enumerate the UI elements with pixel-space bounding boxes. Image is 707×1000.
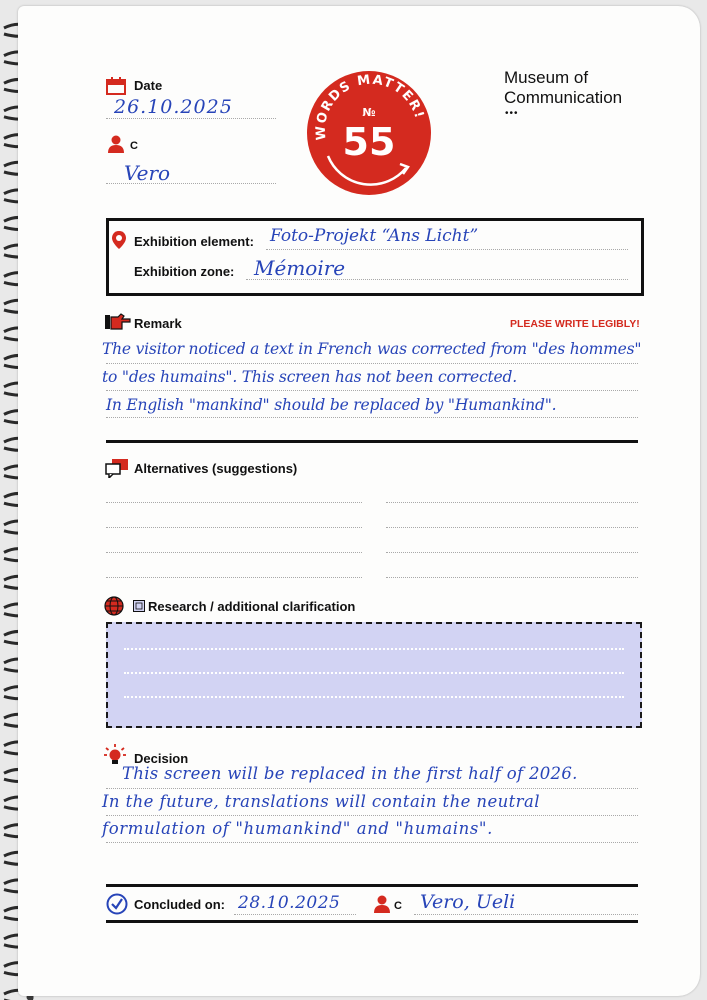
decision-text-2[interactable]: In the future, translations will contain the neutral <box>102 792 540 811</box>
museum-dots: ••• <box>505 108 519 119</box>
research-area[interactable] <box>106 622 642 728</box>
alternatives-line-r1 <box>386 502 638 503</box>
alternatives-line-l1 <box>106 502 362 503</box>
date-line <box>106 118 276 119</box>
remark-line-2 <box>106 390 638 391</box>
decision-divider <box>106 884 638 887</box>
person-value[interactable]: Vero <box>124 161 171 185</box>
location-pin-icon <box>111 230 127 250</box>
research-line-3 <box>124 696 624 698</box>
alternatives-line-r4 <box>386 577 638 578</box>
calendar-icon <box>106 77 126 95</box>
decision-line-1 <box>106 788 638 789</box>
date-value[interactable]: 26.10.2025 <box>114 96 233 118</box>
museum-name-line1: Museum of <box>504 68 589 87</box>
concluded-value[interactable]: 28.10.2025 <box>238 893 341 913</box>
alternatives-line-r3 <box>386 552 638 553</box>
remark-line-1 <box>106 363 638 364</box>
footer-person-line <box>414 914 638 915</box>
decision-text-3[interactable]: formulation of "humankind" and "humains". <box>102 819 493 838</box>
person-icon-footer <box>373 895 391 913</box>
remark-text-2[interactable]: to "des humains". This screen has not been corrected. <box>102 368 517 386</box>
check-circle-icon <box>106 893 128 915</box>
research-label: Research / additional clarification <box>148 599 356 614</box>
exhibition-element-label: Exhibition element: <box>134 234 254 249</box>
badge-no: № <box>362 106 376 119</box>
person-icon <box>107 135 125 153</box>
exhibition-element-value[interactable]: Foto-Projekt “Ans Licht” <box>270 226 479 246</box>
checkbox-icon[interactable] <box>133 600 145 612</box>
decision-text-1[interactable]: This screen will be replaced in the first half of 2026. <box>122 764 578 783</box>
pointing-hand-icon <box>105 313 131 331</box>
remark-divider <box>106 440 638 443</box>
concluded-label: Concluded on: <box>134 897 225 912</box>
decision-line-3 <box>106 842 638 843</box>
words-matter-badge <box>306 70 432 196</box>
decision-line-2 <box>106 815 638 816</box>
research-line-1 <box>124 648 624 650</box>
alternatives-label: Alternatives (suggestions) <box>134 461 298 476</box>
alternatives-line-l4 <box>106 577 362 578</box>
museum-name-line2: Communication <box>504 88 623 107</box>
alternatives-line-r2 <box>386 527 638 528</box>
speech-bubbles-icon <box>105 458 129 478</box>
date-label: Date <box>134 78 163 93</box>
alternatives-line-l3 <box>106 552 362 553</box>
concluded-line <box>234 914 356 915</box>
decision-label: Decision <box>134 751 189 766</box>
remark-text-3[interactable]: In English "mankind" should be replaced by "Humankind". <box>106 396 557 414</box>
lightbulb-icon <box>104 744 126 766</box>
footer-person-value[interactable]: Vero, Ueli <box>420 891 516 913</box>
research-line-2 <box>124 672 624 674</box>
globe-icon <box>104 596 124 616</box>
exhibition-zone-value[interactable]: Mémoire <box>254 256 346 280</box>
badge-text: WORDS MATTER! <box>313 72 427 141</box>
remark-text-1[interactable]: The visitor noticed a text in French was corrected from "des hommes" <box>102 340 642 358</box>
footer-person-label: C <box>394 900 402 912</box>
person-label: C <box>130 140 138 152</box>
badge-number: 55 <box>342 120 396 164</box>
exhibition-element-line <box>266 249 628 250</box>
footer-divider <box>106 920 638 923</box>
remark-line-3 <box>106 417 638 418</box>
remark-label: Remark <box>134 316 182 331</box>
legibility-notice: PLEASE WRITE LEGIBLY! <box>510 318 640 330</box>
exhibition-zone-label: Exhibition zone: <box>134 264 235 279</box>
alternatives-line-l2 <box>106 527 362 528</box>
